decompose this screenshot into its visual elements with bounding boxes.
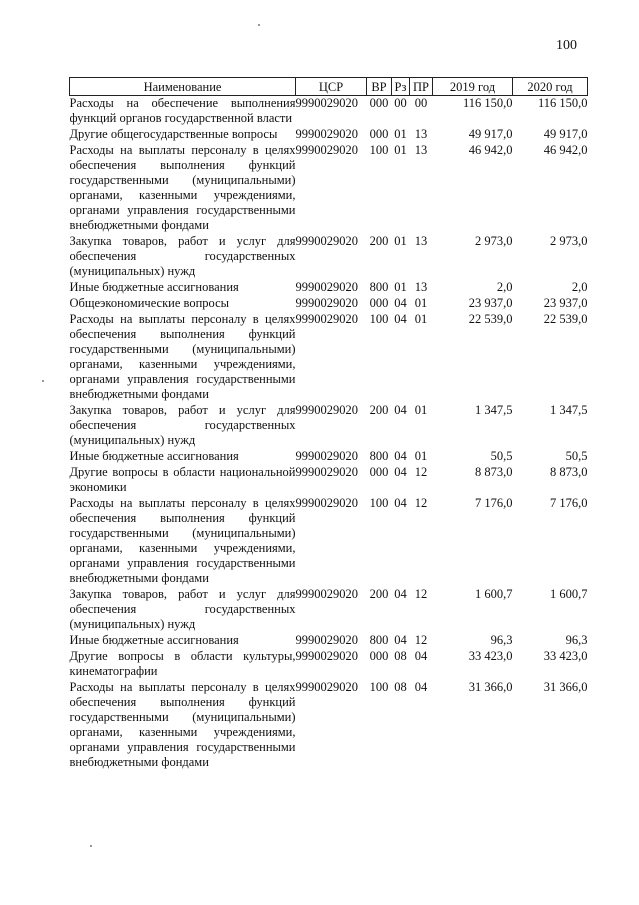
cell-pr: 13 — [414, 143, 428, 157]
cell-csr: 9990029020 — [295, 587, 358, 601]
cell-pr: 13 — [414, 127, 428, 141]
cell-2019: 1 600,7 — [475, 587, 513, 601]
cell-pr: 12 — [414, 465, 428, 479]
cell-2020: 96,3 — [565, 633, 588, 647]
table-row — [70, 464, 588, 495]
cell-2019: 96,3 — [490, 633, 513, 647]
cell-vr: 200 — [369, 403, 389, 417]
cell-rz: 01 — [394, 234, 407, 248]
cell-rz: 01 — [394, 143, 407, 157]
cell-rz: 04 — [394, 296, 407, 310]
cell-vr: 100 — [369, 312, 389, 326]
cell-2020: 1 347,5 — [550, 403, 588, 417]
cell-2019: 31 366,0 — [468, 680, 513, 694]
cell-vr: 100 — [369, 496, 389, 510]
cell-vr: 800 — [369, 280, 389, 294]
cell-2020: 50,5 — [565, 449, 588, 463]
cell-rz: 04 — [394, 496, 407, 510]
cell-2019: 49 917,0 — [468, 127, 513, 141]
cell-csr: 9990029020 — [295, 496, 358, 510]
cell-vr: 200 — [369, 234, 389, 248]
table-body — [70, 96, 588, 771]
cell-2020: 23 937,0 — [543, 296, 588, 310]
table-row — [70, 495, 588, 586]
cell-pr: 12 — [414, 587, 428, 601]
cell-rz: 08 — [394, 680, 407, 694]
page-number: 100 — [556, 38, 577, 53]
header-csr: ЦСР — [296, 78, 367, 96]
cell-vr: 000 — [369, 465, 389, 479]
cell-name: Расходы на выплаты персоналу в целях обеспечения выполнения функций государственными (муниципальными) органами, казенными учреждениями, органами управления государственными внебюджетными фондами — [69, 312, 296, 401]
cell-name: Расходы на выплаты персоналу в целях обеспечения выполнения функций государственными (муниципальными) органами, казенными учреждениями, органами управления государственными внебюджетными фондами — [69, 496, 296, 585]
cell-pr: 01 — [414, 296, 428, 310]
cell-2020: 49 917,0 — [543, 127, 588, 141]
table-row — [70, 96, 588, 127]
cell-rz: 01 — [394, 127, 407, 141]
cell-name: Закупка товаров, работ и услуг для обеспечения государственных (муниципальных) нужд — [69, 234, 296, 278]
header-name: Наименование — [70, 78, 296, 96]
cell-pr: 04 — [414, 680, 428, 694]
header-2020: 2020 год — [513, 78, 588, 96]
cell-2020: 2 973,0 — [550, 234, 588, 248]
cell-2020: 8 873,0 — [550, 465, 588, 479]
table-row — [70, 679, 588, 770]
cell-rz: 04 — [394, 403, 407, 417]
table-row — [70, 233, 588, 279]
cell-csr: 9990029020 — [295, 127, 358, 141]
table-row — [70, 279, 588, 295]
cell-name: Расходы на выплаты персоналу в целях обеспечения выполнения функций государственными (муниципальными) органами, казенными учреждениями, органами управления государственными внебюджетными фондами — [69, 680, 296, 769]
cell-name: Расходы на выплаты персоналу в целях обеспечения выполнения функций государственными (муниципальными) органами, казенными учреждениями, органами управления государственными внебюджетными фондами — [69, 143, 296, 232]
cell-pr: 12 — [414, 496, 428, 510]
cell-2019: 8 873,0 — [475, 465, 513, 479]
cell-csr: 9990029020 — [295, 280, 358, 294]
cell-rz: 04 — [394, 587, 407, 601]
cell-csr: 9990029020 — [295, 649, 358, 663]
cell-rz: 04 — [394, 312, 407, 326]
cell-2019: 50,5 — [490, 449, 513, 463]
cell-vr: 000 — [369, 96, 389, 110]
table-row — [70, 448, 588, 464]
cell-vr: 000 — [369, 296, 389, 310]
table-row — [70, 648, 588, 679]
cell-name: Иные бюджетные ассигнования — [69, 449, 239, 463]
cell-csr: 9990029020 — [295, 296, 358, 310]
cell-rz: 00 — [394, 96, 407, 110]
cell-name: Общеэкономические вопросы — [69, 296, 230, 310]
cell-name: Закупка товаров, работ и услуг для обеспечения государственных (муниципальных) нужд — [69, 587, 296, 631]
cell-csr: 9990029020 — [295, 449, 358, 463]
cell-name: Расходы на обеспечение выполнения функций органов государственной власти — [69, 96, 296, 125]
header-rz: Рз — [392, 78, 410, 96]
cell-2020: 33 423,0 — [543, 649, 588, 663]
table-row — [70, 402, 588, 448]
cell-pr: 00 — [414, 96, 428, 110]
cell-2019: 22 539,0 — [468, 312, 513, 326]
scan-mark — [90, 845, 92, 847]
table-row — [70, 295, 588, 311]
cell-2020: 22 539,0 — [543, 312, 588, 326]
table-header-row — [70, 78, 588, 96]
header-pr: ПР — [410, 78, 433, 96]
cell-csr: 9990029020 — [295, 465, 358, 479]
cell-vr: 000 — [369, 649, 389, 663]
cell-csr: 9990029020 — [295, 680, 358, 694]
cell-name: Иные бюджетные ассигнования — [69, 633, 239, 647]
cell-rz: 04 — [394, 465, 407, 479]
table-row — [70, 311, 588, 402]
cell-2019: 46 942,0 — [468, 143, 513, 157]
cell-name: Другие вопросы в области национальной экономики — [69, 465, 296, 494]
cell-pr: 13 — [414, 280, 428, 294]
table-row — [70, 126, 588, 142]
table-row — [70, 142, 588, 233]
table-row — [70, 586, 588, 632]
cell-pr: 12 — [414, 633, 428, 647]
cell-rz: 08 — [394, 649, 407, 663]
cell-2019: 23 937,0 — [468, 296, 513, 310]
cell-2020: 31 366,0 — [543, 680, 588, 694]
cell-2020: 2,0 — [571, 280, 588, 294]
cell-pr: 13 — [414, 234, 428, 248]
budget-table — [69, 77, 588, 770]
cell-name: Иные бюджетные ассигнования — [69, 280, 239, 294]
cell-csr: 9990029020 — [295, 143, 358, 157]
cell-csr: 9990029020 — [295, 96, 358, 110]
cell-2020: 1 600,7 — [550, 587, 588, 601]
cell-pr: 04 — [414, 649, 428, 663]
cell-vr: 800 — [369, 449, 389, 463]
scan-mark — [42, 380, 44, 382]
cell-2019: 1 347,5 — [475, 403, 513, 417]
cell-csr: 9990029020 — [295, 403, 358, 417]
cell-2020: 7 176,0 — [550, 496, 588, 510]
cell-vr: 100 — [369, 143, 389, 157]
cell-2019: 116 150,0 — [462, 96, 513, 110]
cell-csr: 9990029020 — [295, 234, 358, 248]
cell-rz: 04 — [394, 633, 407, 647]
cell-2019: 2 973,0 — [475, 234, 513, 248]
header-vr: ВР — [367, 78, 392, 96]
table-row — [70, 632, 588, 648]
cell-csr: 9990029020 — [295, 633, 358, 647]
cell-csr: 9990029020 — [295, 312, 358, 326]
cell-name: Другие вопросы в области культуры, кинематографии — [69, 649, 296, 678]
cell-name: Другие общегосударственные вопросы — [69, 127, 278, 141]
cell-pr: 01 — [414, 312, 428, 326]
cell-vr: 100 — [369, 680, 389, 694]
cell-vr: 800 — [369, 633, 389, 647]
header-2019: 2019 год — [433, 78, 513, 96]
cell-pr: 01 — [414, 403, 428, 417]
cell-name: Закупка товаров, работ и услуг для обеспечения государственных (муниципальных) нужд — [69, 403, 296, 447]
cell-2019: 7 176,0 — [475, 496, 513, 510]
cell-rz: 04 — [394, 449, 407, 463]
cell-2019: 33 423,0 — [468, 649, 513, 663]
cell-vr: 200 — [369, 587, 389, 601]
cell-rz: 01 — [394, 280, 407, 294]
cell-2020: 116 150,0 — [537, 96, 588, 110]
scan-mark — [258, 24, 260, 26]
cell-vr: 000 — [369, 127, 389, 141]
cell-pr: 01 — [414, 449, 428, 463]
cell-2020: 46 942,0 — [543, 143, 588, 157]
cell-2019: 2,0 — [496, 280, 513, 294]
